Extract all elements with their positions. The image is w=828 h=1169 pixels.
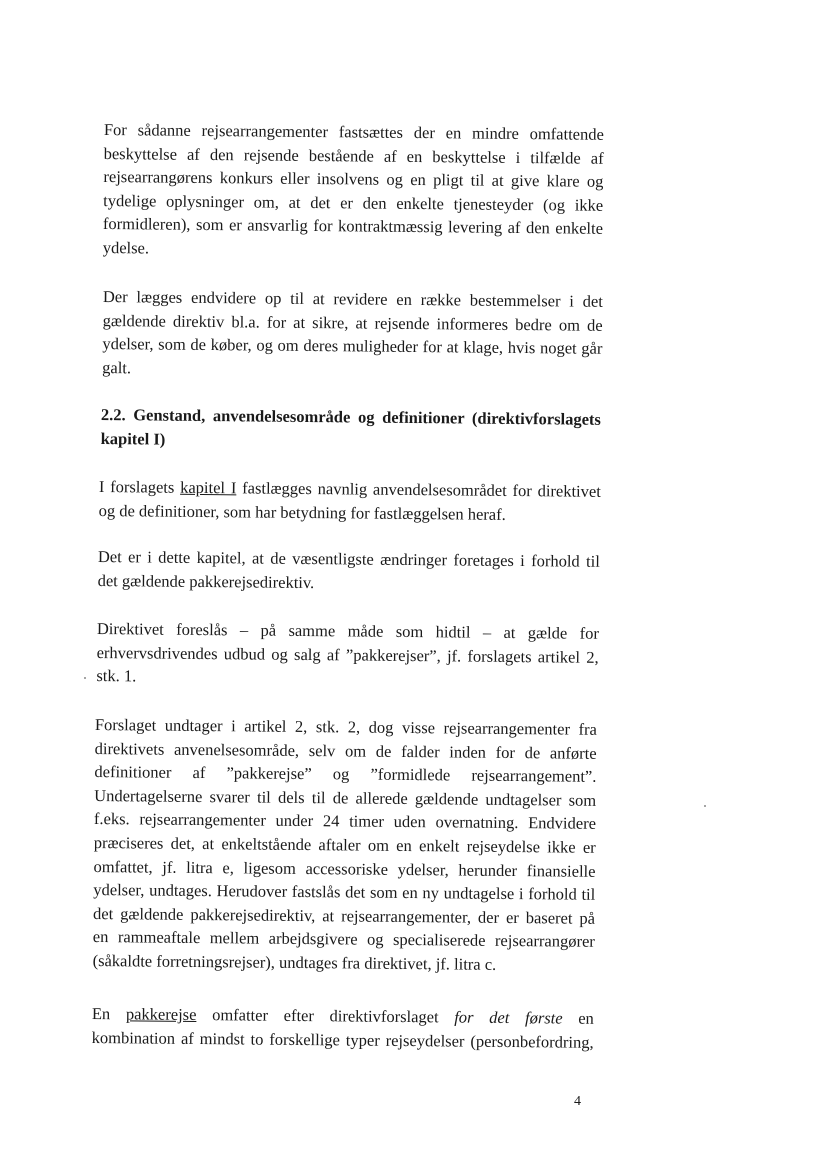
text-line: rejsearrangørens konkurs eller insolvens og en pligt til at give klare og xyxy=(103,167,604,191)
heading-line: 2.2. Genstand, anvendelsesområde og definitioner (direktivforslagets xyxy=(100,404,601,429)
text-line: galt. xyxy=(102,357,132,378)
text-line: direktivets anvenelsesområde, selv om de falder inden for de anførte xyxy=(94,738,597,763)
text-line: Direktivet foreslås – på samme måde som hidtil – at gælde for xyxy=(96,618,599,643)
text-line: (såkaldte forretningsrejser), undtages fra direktivet, jf. litra c. xyxy=(92,950,497,974)
text-segment: fastlægges navnlig anvendelsesområdet for direktivet xyxy=(236,478,601,501)
package-travel-link: pakkerejse xyxy=(125,1004,197,1025)
paragraph-main-changes xyxy=(98,545,600,597)
paragraph-scope xyxy=(96,617,599,693)
text-line: gældende direktiv bl.a. for at sikre, at rejsende informeres bedre om de xyxy=(102,310,603,335)
text-line: ydelser, som de køber, og om deres muligheder for at klage, hvis noget går xyxy=(102,334,603,358)
text-line: For sådanne rejsearrangementer fastsættes der en mindre omfattende xyxy=(103,119,604,144)
chapter-link: kapitel I xyxy=(180,477,237,498)
heading-line: kapitel I) xyxy=(100,428,166,449)
text-line: formidleren), som er ansvarlig for kontraktmæssig levering af den enkelte xyxy=(102,214,604,239)
text-line: definitioner af ”pakkerejse” og ”formidlede rejsearrangement”. xyxy=(94,762,597,787)
text-line: Forslaget undtager i artikel 2, stk. 2, dog visse rejsearrangementer fra xyxy=(94,714,597,739)
text-line: det gældende pakkerejsedirektiv, at rejsearrangementer, der er baseret på xyxy=(92,903,596,928)
text-line: det gældende pakkerejsedirektiv. xyxy=(97,570,315,592)
text-line: omfattet, jf. litra e, ligesom accessoriske ydelser, herunder finansielle xyxy=(93,856,596,881)
text-segment: en xyxy=(578,1008,594,1028)
text-line: ydelser, undtages. Herudover fastslås det som en ny undtagelse i forhold til xyxy=(93,880,596,904)
text-line: tydelige oplysninger om, at det er den enkelte tjenesteyder (og ikke xyxy=(103,190,604,215)
text-line: og de definitioner, som har betydning for fastlæggelsen heraf. xyxy=(98,500,506,524)
text-line: beskyttelse af den rejsende bestående af en beskyttelse i tilfælde af xyxy=(103,143,604,168)
text-segment: I forslagets xyxy=(98,476,181,497)
text-segment: omfatter efter direktivforslaget xyxy=(212,1005,439,1027)
text-line: en rammeaftale mellem arbejdsgivere og specialiserede rejsearrangører xyxy=(92,927,595,952)
text-segment: En xyxy=(91,1003,111,1024)
paragraph-package-definition xyxy=(92,1002,594,1054)
paragraph-reduced-protection xyxy=(103,118,604,264)
page-number: 4 xyxy=(574,1094,581,1109)
scan-speck xyxy=(84,677,86,679)
emphasis-text: for det første xyxy=(454,1007,563,1028)
text-line: Der lægges endvidere op til at revidere en række bestemmelser i det xyxy=(102,286,603,311)
section-heading xyxy=(101,403,601,455)
text-line: stk. 1. xyxy=(96,666,137,686)
text-line: f.eks. rejsearrangementer under 24 timer uden overnatning. Endvidere xyxy=(93,809,597,834)
text-line: Det er i dette kapitel, at de væsentligste ændringer foretages i forhold til xyxy=(97,546,600,571)
text-line: erhvervsdrivendes udbud og salg af ”pakkerejser”, jf. forslagets artikel 2, xyxy=(96,642,599,667)
text-line: præciseres det, at enkeltstående aftaler om en enkelt rejseydelse ikke er xyxy=(93,832,596,857)
paragraph-exceptions xyxy=(93,713,597,977)
text-line: kombination af mindst to forskellige typer rejseydelser (personbefordring, xyxy=(91,1027,594,1052)
paragraph-chapter-one xyxy=(99,475,601,527)
text-line: Undertagelserne svarer til dels til de allerede gældende undtagelser som xyxy=(94,785,597,810)
scan-speck xyxy=(704,805,706,807)
text-line: ydelse. xyxy=(102,237,150,258)
paragraph-revision xyxy=(102,285,603,384)
